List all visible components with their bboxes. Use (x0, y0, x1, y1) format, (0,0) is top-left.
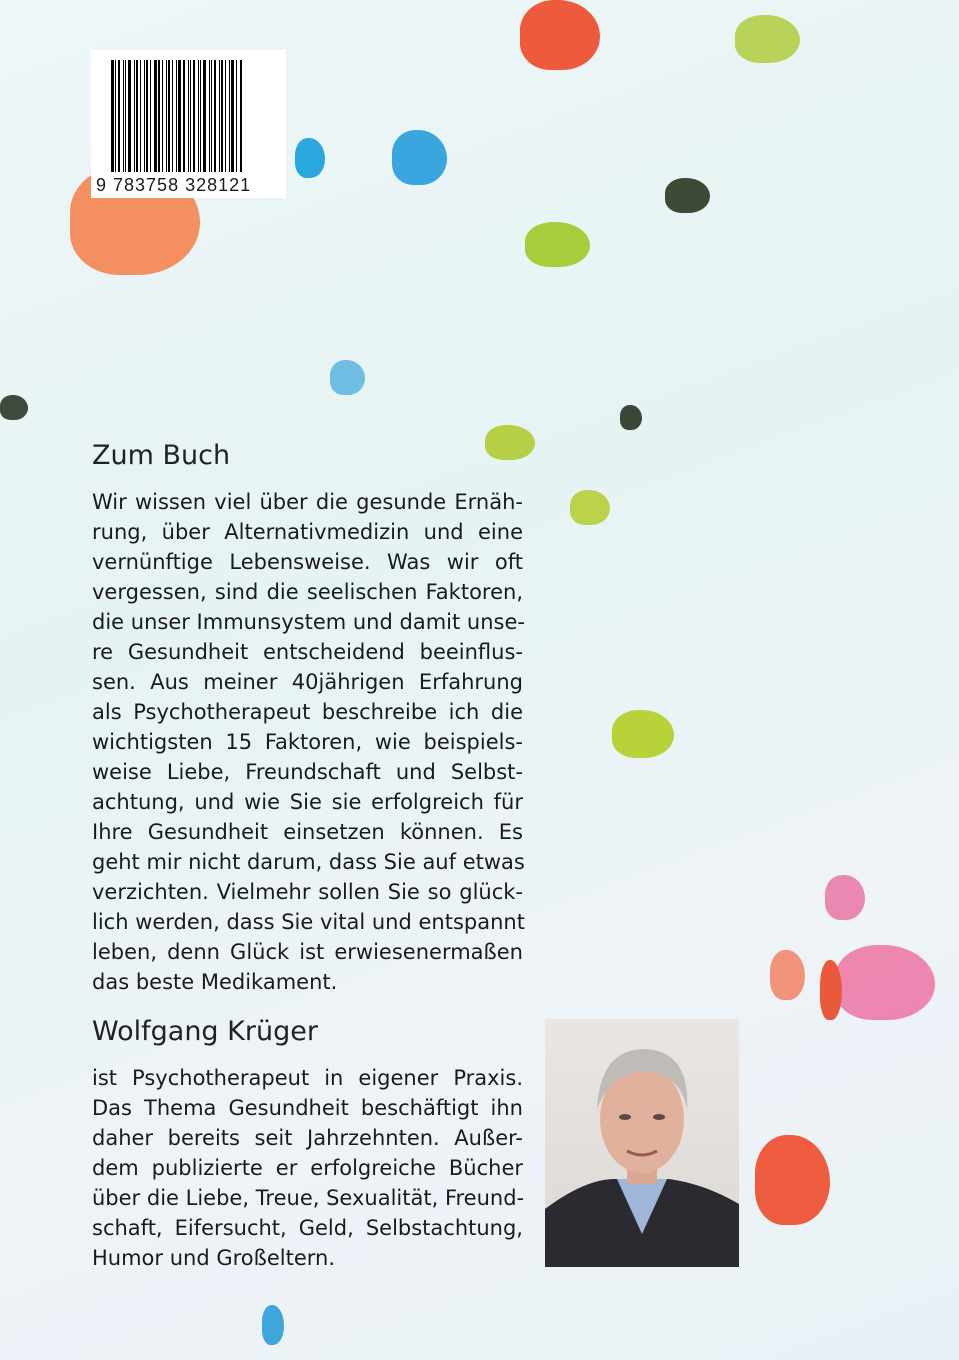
barcode-bar (178, 60, 181, 172)
text-line: weise Liebe, Freundschaft und Selbst- (92, 760, 523, 784)
author-heading: Wolfgang Krüger (92, 1016, 318, 1047)
barcode-bar (190, 60, 191, 172)
text-line: vernünftige Lebensweise. Was wir oft (92, 550, 523, 574)
text-line: dem publizierte er erfolgreiche Bücher (92, 1156, 523, 1180)
barcode-bar (225, 60, 226, 172)
text-line: achtung, und wie Sie sie erfolgreich für (92, 790, 523, 814)
text-line: geht mir nicht darum, dass Sie auf etwas (92, 850, 525, 874)
barcode-bar (211, 60, 212, 172)
text-line: über die Liebe, Treue, Sexualität, Freund- (92, 1186, 525, 1210)
text-line: Wir wissen viel über die gesunde Ernäh- (92, 490, 523, 514)
barcode-bar (168, 60, 170, 172)
about-book-heading: Zum Buch (92, 440, 231, 471)
barcode-bar (128, 60, 131, 172)
barcode-bar (229, 60, 230, 172)
text-line: leben, denn Glück ist erwiesenermaßen (92, 940, 523, 964)
text-line: Humor und Großeltern. (92, 1246, 336, 1270)
text-line: die unser Immunsystem und damit unse- (92, 610, 525, 634)
text-line: rung, über Alternativmedizin und eine (92, 520, 523, 544)
barcode-bar (140, 60, 141, 172)
barcode-bar (200, 60, 201, 172)
barcode-bar (146, 60, 148, 172)
barcode-bar (188, 60, 189, 172)
text-line: Das Thema Gesundheit beschäftigt ihn (92, 1096, 523, 1120)
isbn-number: 9 783758 328121 (96, 175, 252, 195)
barcode-bar (176, 60, 177, 172)
barcode-bar (214, 60, 216, 172)
barcode-bar (236, 60, 237, 172)
barcode-bar (183, 60, 185, 172)
barcode-bar (231, 60, 234, 172)
text-line: ist Psychotherapeut in eigener Praxis. (92, 1066, 523, 1090)
barcode-bar (150, 60, 151, 172)
text-line: Ihre Gesundheit einsetzen können. Es (92, 820, 523, 844)
about-book-text (92, 487, 523, 997)
barcode-bar (221, 60, 223, 172)
barcode-bar (136, 60, 138, 172)
barcode-bar (166, 60, 167, 172)
barcode-bars (111, 60, 276, 172)
text-line: das beste Medikament. (92, 970, 338, 994)
barcode-bar (123, 60, 124, 172)
text-line: schaft, Eifersucht, Geld, Selbstachtung, (92, 1216, 523, 1240)
isbn-barcode (91, 50, 286, 198)
author-bio-text (92, 1063, 523, 1273)
text-line: lich werden, dass Sie vital und entspannt (92, 910, 525, 934)
barcode-bar (172, 60, 173, 172)
barcode-bar (193, 60, 195, 172)
text-line: re Gesundheit entscheidend beeinflus- (92, 640, 523, 664)
text-line: daher bereits seit Jahrzehnten. Außer- (92, 1126, 523, 1150)
text-line: vergessen, sind die seelischen Faktoren, (92, 580, 523, 604)
text-line: wichtigsten 15 Faktoren, wie beispiels- (92, 730, 523, 754)
text-line: verzichten. Vielmehr sollen Sie so glück- (92, 880, 523, 904)
text-line: als Psychotherapeut beschreibe ich die (92, 700, 523, 724)
barcode-bar (111, 60, 114, 172)
text-line: sen. Aus meiner 40jährigen Erfahrung (92, 670, 523, 694)
barcode-bar (158, 60, 160, 172)
barcode-bar (198, 60, 199, 172)
barcode-bar (240, 60, 242, 172)
barcode-bar (154, 60, 157, 172)
barcode-bar (115, 60, 116, 172)
author-photo (545, 1019, 739, 1267)
barcode-bar (209, 60, 210, 172)
barcode-bar (134, 60, 135, 172)
barcode-bar (219, 60, 220, 172)
barcode-bar (162, 60, 163, 172)
barcode-bar (144, 60, 145, 172)
barcode-bar (203, 60, 206, 172)
barcode-bar (125, 60, 126, 172)
barcode-bar (118, 60, 120, 172)
